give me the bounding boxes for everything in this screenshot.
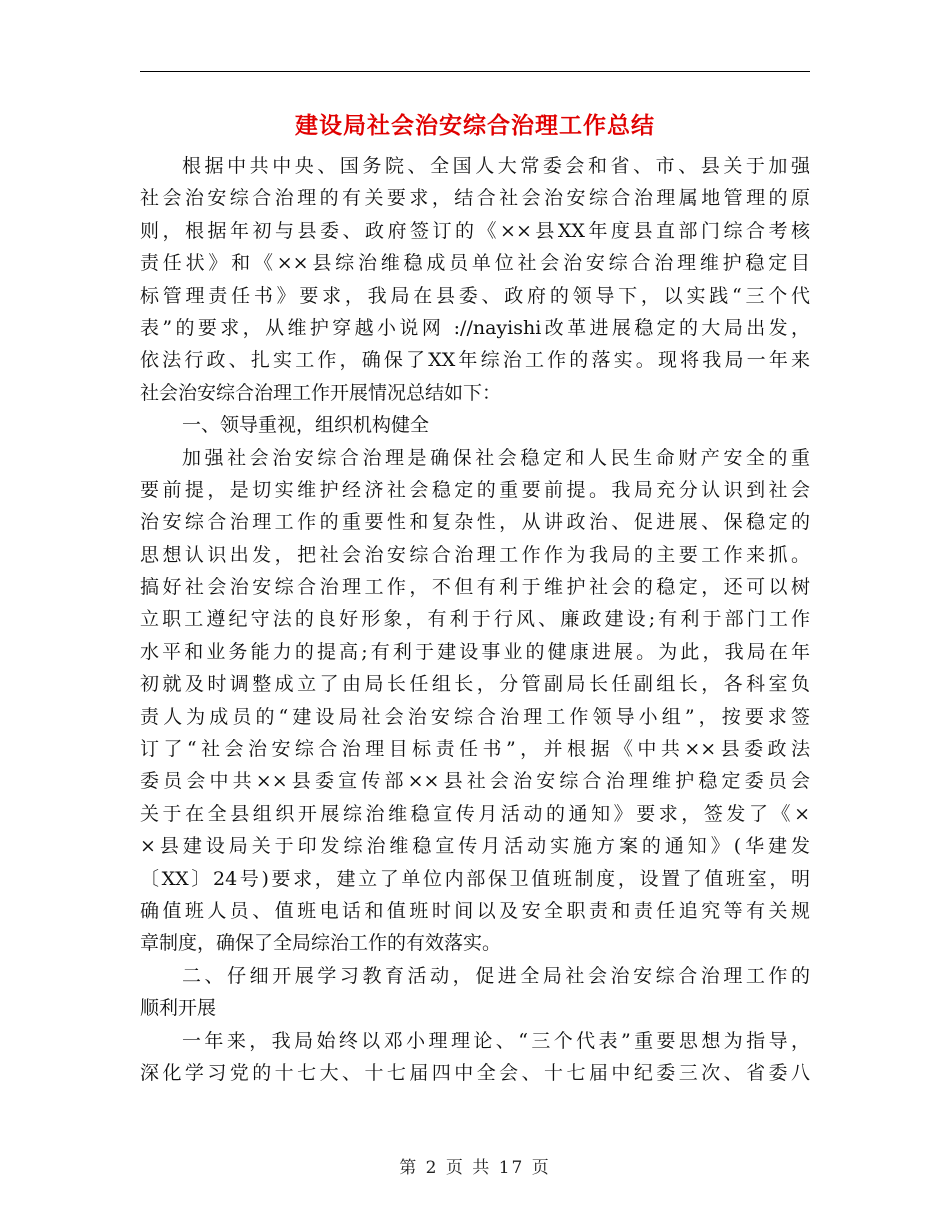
text-line: 搞好社会治安综合治理工作，不但有利于维护社会的稳定，还可以树 bbox=[140, 576, 810, 599]
text-line: 深化学习党的十七大、十七届四中全会、十七届中纪委三次、省委八 bbox=[140, 1061, 810, 1084]
page-number: 第 2 页 共 17 页 bbox=[399, 1158, 551, 1178]
document-body bbox=[140, 150, 810, 1089]
text-line: 顺利开展 bbox=[140, 997, 217, 1020]
text-line: 社会治安综合治理的有关要求，结合社会治安综合治理属地管理的原 bbox=[140, 187, 810, 210]
text-line: 关于在全县组织开展综治维稳宣传月活动的通知》要求，签发了《× bbox=[140, 802, 810, 825]
text-line: 责任状》和《××县综治维稳成员单位社会治安综合治理维护稳定目 bbox=[140, 252, 810, 275]
text-line: 则，根据年初与县委、政府签订的《××县XX年度县直部门综合考核 bbox=[140, 219, 810, 242]
text-line: 要前提，是切实维护经济社会稳定的重要前提。我局充分认识到社会 bbox=[140, 478, 810, 501]
text-line: 初就及时调整成立了由局长任组长，分管副局长任副组长，各科室负 bbox=[140, 673, 810, 696]
text-line: 〔XX〕24号)要求，建立了单位内部保卫值班制度，设置了值班室，明 bbox=[140, 867, 810, 890]
text-line: 立职工遵纪守法的良好形象，有利于行风、廉政建设;有利于部门工作 bbox=[140, 608, 810, 631]
text-line: 订了“社会治安综合治理目标责任书”，并根据《中共××县委政法 bbox=[140, 738, 810, 761]
text-line: 水平和业务能力的提高;有利于建设事业的健康进展。为此，我局在年 bbox=[140, 640, 810, 663]
text-line: 章制度，确保了全局综治工作的有效落实。 bbox=[140, 932, 502, 955]
text-line: 责人为成员的“建设局社会治安综合治理工作领导小组”，按要求签 bbox=[140, 705, 810, 728]
text-line: 思想认识出发，把社会治安综合治理工作作为我局的主要工作来抓。 bbox=[140, 543, 810, 566]
text-line: 治安综合治理工作的重要性和复杂性，从讲政治、促进展、保稳定的 bbox=[140, 511, 810, 534]
text-line: 一年来，我局始终以邓小理理论、“三个代表”重要思想为指导， bbox=[182, 1029, 810, 1052]
text-line: ×县建设局关于印发综治维稳宣传月活动实施方案的通知》(华建发 bbox=[140, 835, 810, 858]
text-line: 表”的要求，从维护穿越小说网 ://nayishi改革进展稳定的大局出发， bbox=[140, 316, 810, 339]
text-line: 委员会中共××县委宣传部××县社会治安综合治理维护稳定委员会 bbox=[140, 770, 810, 793]
header-rule bbox=[140, 71, 810, 72]
text-line: 确值班人员、值班电话和值班时间以及安全职责和责任追究等有关规 bbox=[140, 899, 810, 922]
document-title: 建设局社会治安综合治理工作总结 bbox=[295, 112, 655, 139]
text-line: 一、领导重视，组织机构健全 bbox=[182, 414, 430, 437]
text-line: 加强社会治安综合治理是确保社会稳定和人民生命财产安全的重 bbox=[182, 446, 810, 469]
text-line: 社会治安综合治理工作开展情况总结如下： bbox=[140, 381, 502, 404]
text-line: 标管理责任书》要求，我局在县委、政府的领导下，以实践“三个代 bbox=[140, 284, 810, 307]
text-line: 根据中共中央、国务院、全国人大常委会和省、市、县关于加强 bbox=[182, 155, 810, 177]
text-line: 二、仔细开展学习教育活动，促进全局社会治安综合治理工作的 bbox=[182, 964, 810, 987]
text-line: 依法行政、扎实工作，确保了XX年综治工作的落实。现将我局一年来 bbox=[140, 349, 810, 372]
